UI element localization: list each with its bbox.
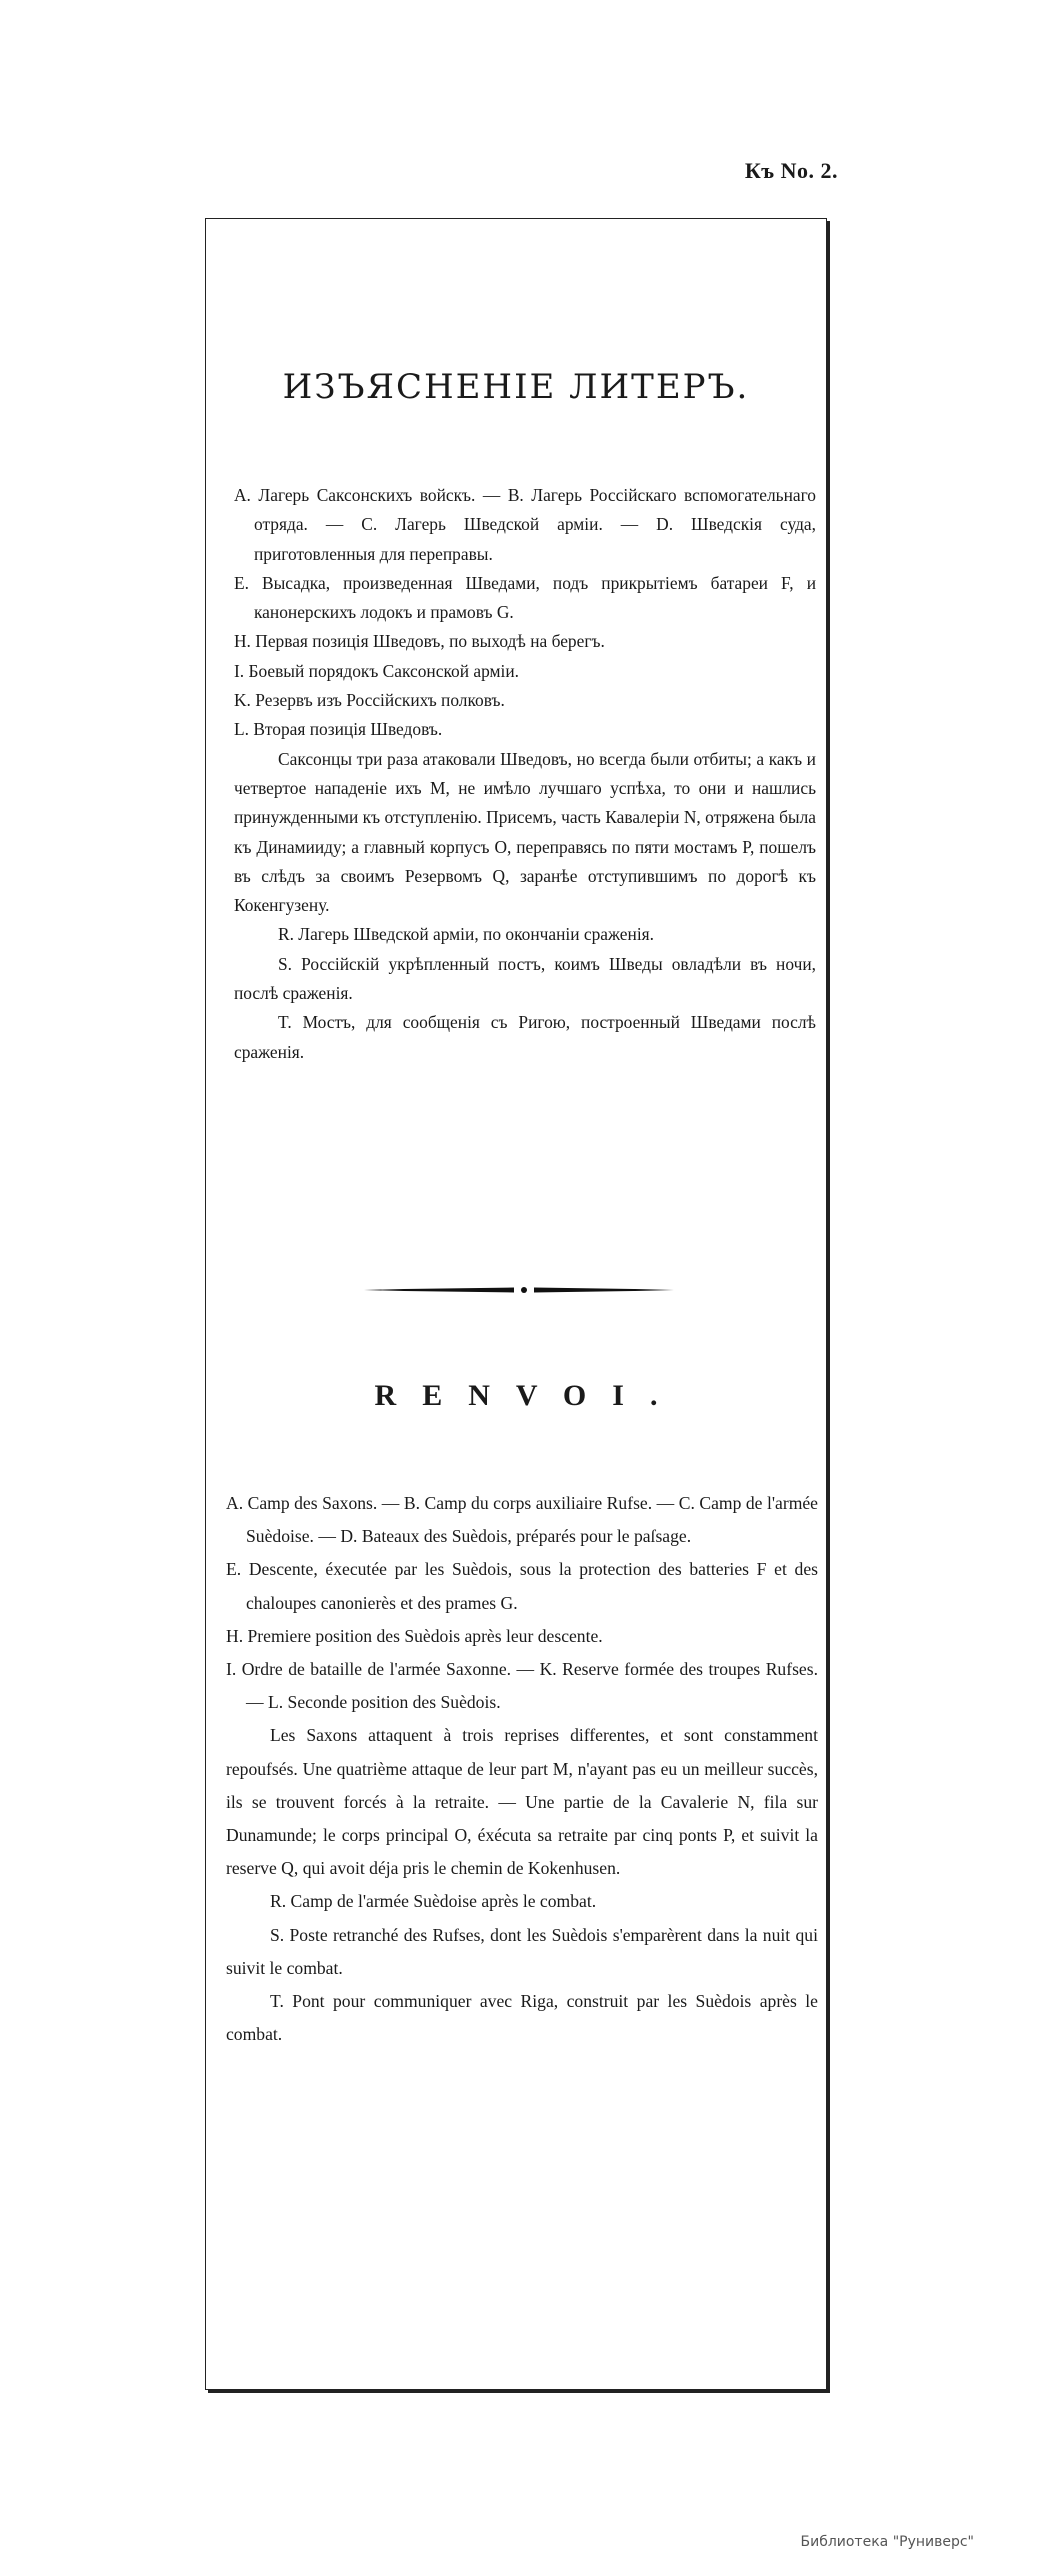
french-paragraph: S. Poste retranché des Rufses, dont les Suèdois s'emparèrent dans la nuit qui suivit le combat.: [226, 1924, 818, 1978]
page-frame: [205, 218, 827, 2390]
french-paragraph: H. Premiere position des Suèdois après leur descente.: [226, 1625, 603, 1646]
french-paragraph: Les Saxons attaquent à trois reprises differentes, et sont constamment repoufsés. Une quatrième attaque de leur part M, n'ayant pas eu un meilleur succès, ils se trouvent forcés à la retraite. — Une partie de la Cavalerie N, fila sur Dunamunde; le corps principal O, éxécuta sa retraite par cinq ponts P, et suivit la reserve Q, qui avoit déja pris le chemin de Kokenhusen.: [226, 1725, 818, 1879]
russian-legend: [234, 481, 816, 1067]
french-paragraph: A. Camp des Saxons. — B. Camp du corps auxiliaire Rufse. — C. Camp de l'armée Suèdoise. — D. Bateaux des Suèdois, préparés pour le paſsage.: [226, 1493, 818, 1547]
french-title: RENVOI.: [374, 1379, 684, 1412]
russian-paragraph: S. Россійскій укрѣпленный постъ, коимъ Шведы овладѣли въ ночи, послѣ сраженія.: [234, 953, 816, 1004]
russian-paragraph: L. Вторая позиція Шведовъ.: [234, 719, 443, 740]
french-legend: [226, 1487, 818, 2051]
french-paragraph: I. Ordre de bataille de l'armée Saxonne. — K. Reserve formée des troupes Rufses. — L. Seconde position des Suèdois.: [226, 1659, 818, 1713]
russian-paragraph: R. Лагерь Шведской арміи, по окончаніи сраженія.: [278, 924, 655, 945]
russian-paragraph: E. Высадка, произведенная Шведами, подъ прикрытіемъ батареи F, и канонерскихъ лодокъ и прамовъ G.: [234, 572, 816, 623]
page-reference: Къ No. 2.: [744, 158, 838, 183]
french-paragraph: E. Descente, éxecutée par les Suèdois, sous la protection des batteries F et des chaloupes canonierès et des prames G.: [226, 1559, 818, 1613]
russian-title: ИЗЪЯСНЕНІЕ ЛИТЕРЪ.: [282, 367, 750, 407]
russian-paragraph: Саксонцы три раза атаковали Шведовъ, но всегда были отбиты; а какъ и четвертое нападеніе ихъ M, не имѣло лучшаго успѣха, то они и нашлись принужденными къ отступленію. Присемъ, часть Кавалеріи N, отряжена была къ Динамииду; а главный корпусъ O, переправясь по пяти мостамъ P, пошелъ въ слѣдъ за своимъ Резервомъ Q, заранѣе отступившимъ по дорогѣ къ Кокенгузену.: [234, 748, 816, 916]
russian-paragraph: I. Боевый порядокъ Саксонской арміи.: [234, 660, 520, 681]
french-paragraph: T. Pont pour communiquer avec Riga, construit par les Suèdois après le combat.: [226, 1991, 818, 2045]
russian-paragraph: H. Первая позиція Шведовъ, по выходѣ на берегъ.: [234, 631, 605, 652]
library-watermark: Библиотека "Руниверс": [800, 2534, 974, 2550]
russian-paragraph: T. Мостъ, для сообщенія съ Ригою, построенный Шведами послѣ сраженія.: [234, 1012, 816, 1062]
russian-paragraph: K. Резервъ изъ Россійскихъ полковъ.: [234, 690, 505, 711]
russian-paragraph: A. Лагерь Саксонскихъ войскъ. — B. Лагерь Россійскаго вспомогательнаго отряда. — C. Лагерь Шведской арміи. — D. Шведскія суда, приготовленныя для переправы.: [234, 485, 816, 564]
ornamental-divider: [364, 1283, 674, 1297]
french-paragraph: R. Camp de l'armée Suèdoise après le combat.: [270, 1891, 597, 1912]
